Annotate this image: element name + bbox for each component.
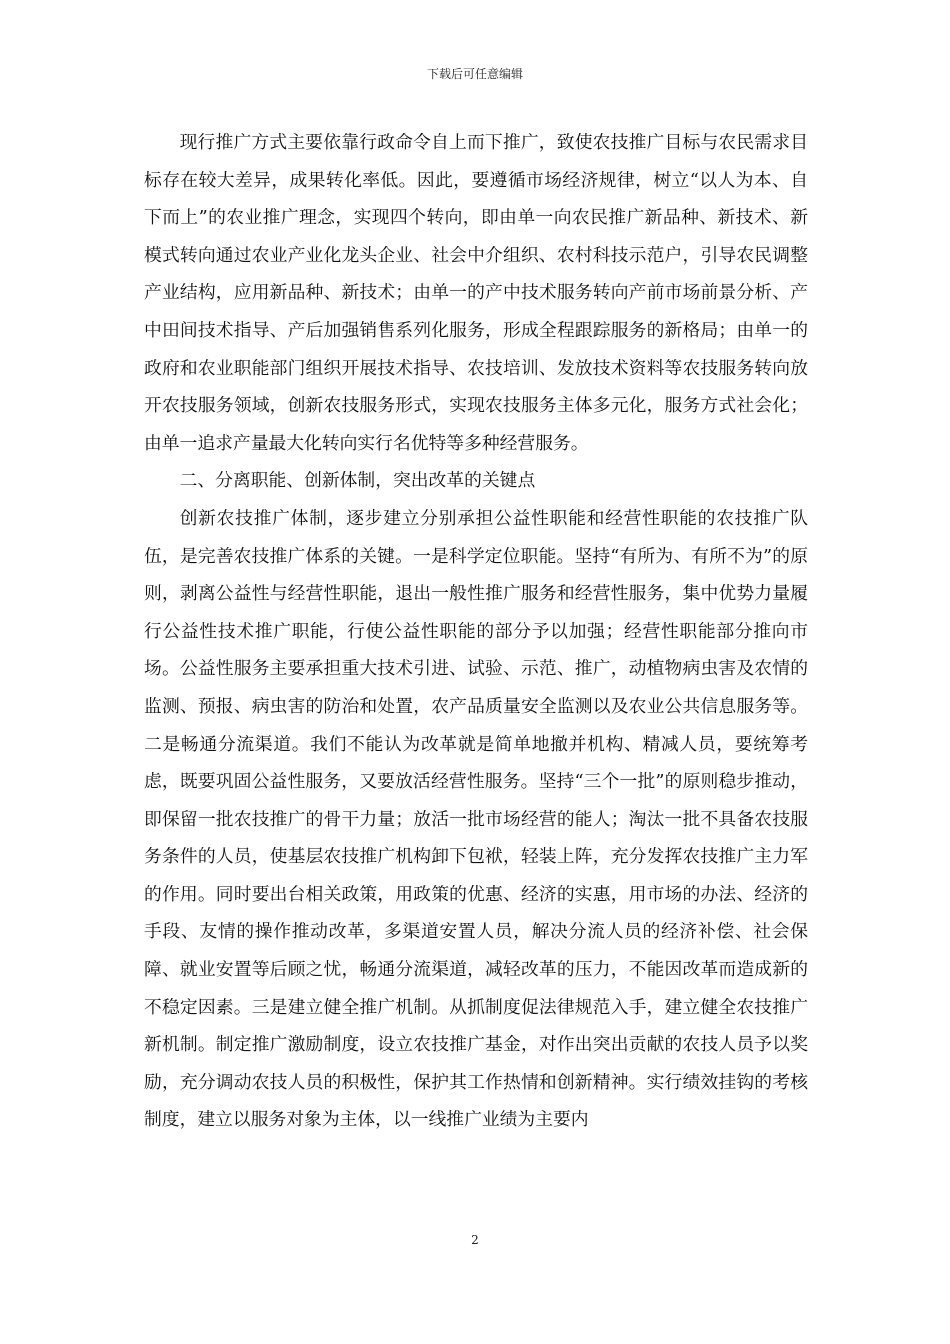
- page-number: 2: [471, 1233, 479, 1247]
- document-body: [144, 124, 808, 1139]
- page-header: 下载后可任意编辑: [426, 67, 523, 81]
- paragraph-promotion-reform: 现行推广方式主要依靠行政命令自上而下推广，致使农技推广目标与农民需求目标存在较大差异，成果转化率低。因此，要遵循市场经济规律，树立“以人为本、自下而上”的农业推广理念，实现四个转向，即由单一向农民推广新品种、新技术、新模式转向通过农业产业化龙头企业、社会中介组织、农村科技示范户，引导农民调整产业结构，应用新品种、新技术；由单一的产中技术服务转向产前市场前景分析、产中田间技术指导、产后加强销售系列化服务，形成全程跟踪服务的新格局；由单一的政府和农业职能部门组织开展技术指导、农技培训、发放技术资料等农技服务转向放开农技服务领域，创新农技服务形式，实现农技服务主体多元化，服务方式社会化；由单一追求产量最大化转向实行名优特等多种经营服务。: [144, 132, 808, 454]
- paragraph-system-innovation: 创新农技推广体制，逐步建立分别承担公益性职能和经营性职能的农技推广队伍，是完善农技推广体系的关键。一是科学定位职能。坚持“有所为、有所不为”的原则，剥离公益性与经营性职能，退出一般性推广服务和经营性服务，集中优势力量履行公益性技术推广职能，行使公益性职能的部分予以加强；经营性职能部分推向市场。公益性服务主要承担重大技术引进、试验、示范、推广，动植物病虫害及农情的监测、预报、病虫害的防治和处置，农产品质量安全监测以及农业公共信息服务等。二是畅通分流渠道。我们不能认为改革就是简单地撤并机构、精减人员，要统筹考虑，既要巩固公益性服务，又要放活经营性服务。坚持“三个一批”的原则稳步推动，即保留一批农技推广的骨干力量；放活一批市场经营的能人；淘汰一批不具备农技服务条件的人员，使基层农技推广机构卸下包袱，轻装上阵，充分发挥农技推广主力军的作用。同时要出台相关政策，用政策的优惠、经济的实惠，用市场的办法、经济的手段、友情的操作推动改革，多渠道安置人员，解决分流人员的经济补偿、社会保障、就业安置等后顾之忧，畅通分流渠道，减轻改革的压力，不能因改革而造成新的不稳定因素。三是建立健全推广机制。从抓制度促法律规范入手，建立健全农技推广新机制。制定推广激励制度，设立农技推广基金，对作出突出贡献的农技人员予以奖励，充分调动农技人员的积极性，保护其工作热情和创新精神。实行绩效挂钩的考核制度，建立以服务对象为主体，以一线推广业绩为主要内: [144, 507, 808, 1131]
- section-heading: 二、分离职能、创新体制，突出改革的关键点: [179, 470, 536, 492]
